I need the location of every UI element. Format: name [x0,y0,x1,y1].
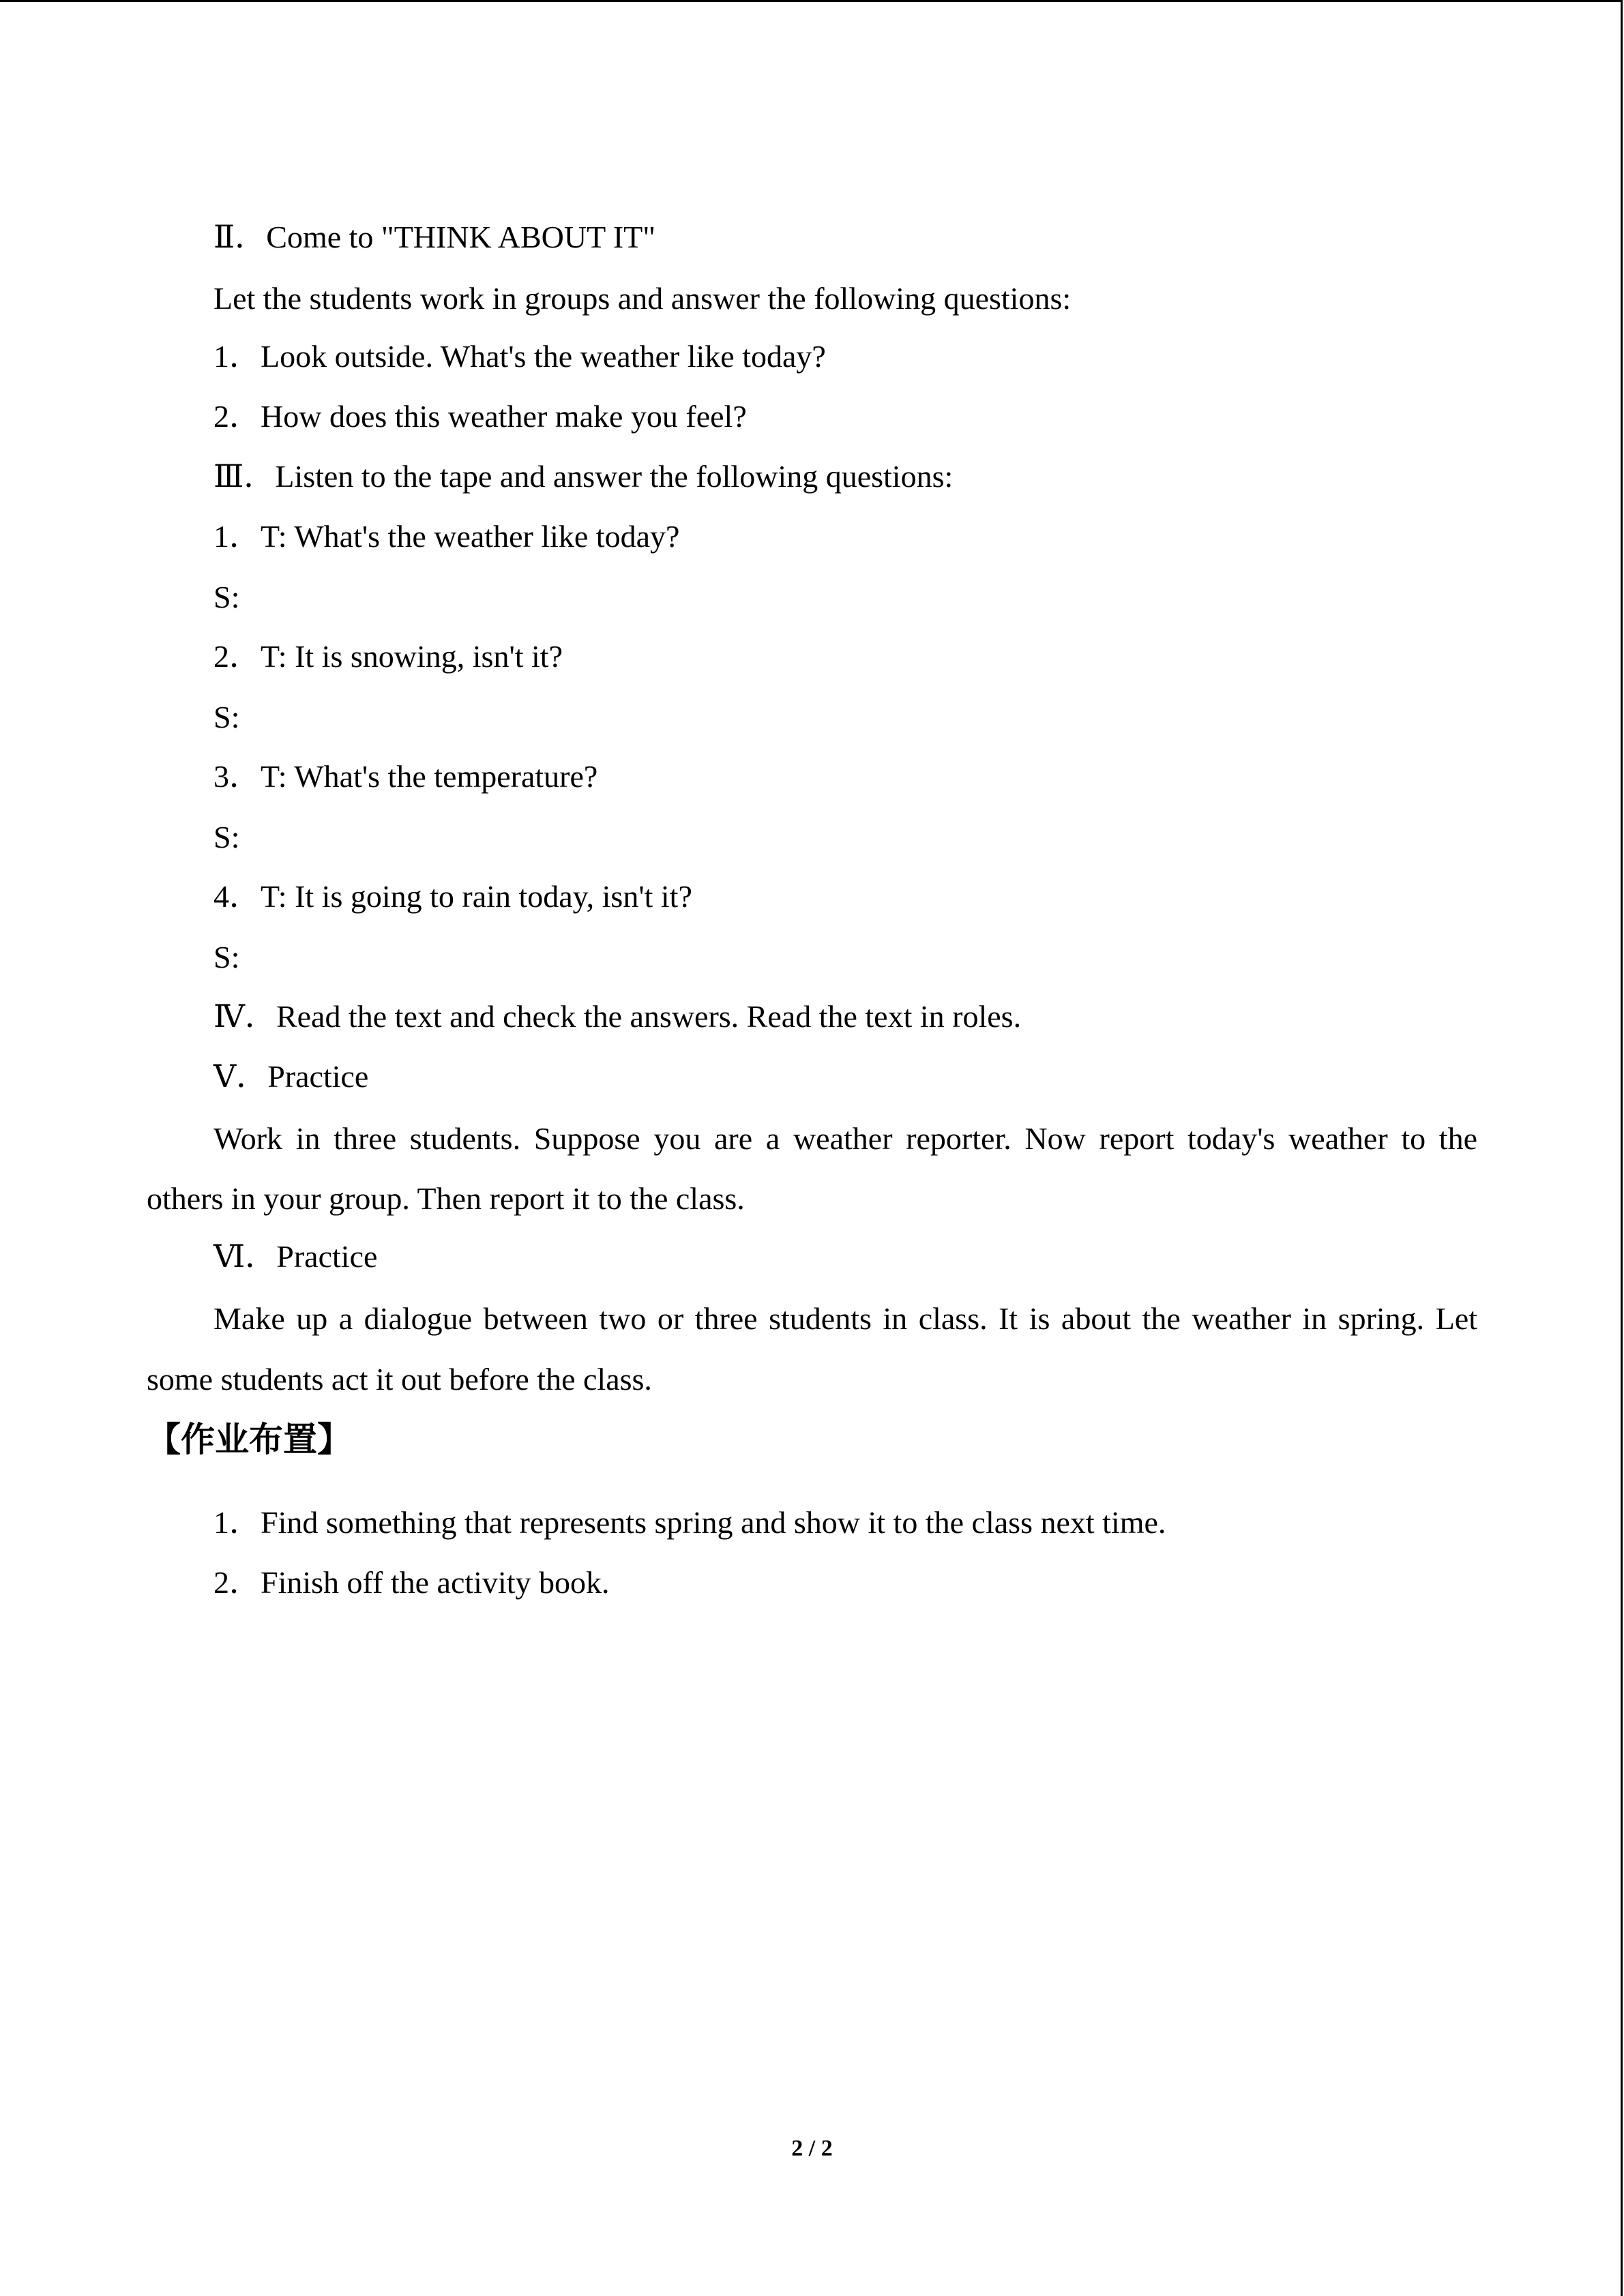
section-3-heading: Ⅲ．Listen to the tape and answer the following questions: [213,459,954,494]
section-2-heading: Ⅱ．Come to "THINK ABOUT IT" [213,220,656,254]
homework-item-2: 2．Finish off the activity book. [213,1565,610,1600]
listen-answer-3: S: [213,820,240,854]
think-question-2: 2．How does this weather make you feel? [213,399,747,434]
section-5-paragraph-line-1: Work in three students. Suppose you are a weather reporter. Now report today's weather to the [213,1121,1477,1156]
listen-question-2: 2．T: It is snowing, isn't it? [213,639,563,674]
listen-answer-2: S: [213,700,240,734]
section-5-paragraph-line-2: others in your group. Then report it to the class. [147,1181,745,1216]
listen-question-4: 4．T: It is going to rain today, isn't it? [213,879,692,914]
homework-item-1: 1．Find something that represents spring and show it to the class next time. [213,1505,1166,1540]
listen-question-3: 3．T: What's the temperature? [213,759,598,794]
homework-heading: 【作业布置】 [147,1420,351,1459]
listen-answer-1: S: [213,580,240,614]
page-number: 2 / 2 [791,2136,833,2161]
section-6-paragraph-line-1: Make up a dialogue between two or three students in class. It is about the weather in spring. Let [213,1301,1477,1336]
section-4-heading: Ⅳ．Read the text and check the answers. Read the text in roles. [213,999,1022,1034]
section-6-paragraph-line-2: some students act it out before the class. [147,1362,652,1397]
section-5-heading: Ⅴ．Practice [213,1059,369,1094]
section-6-heading: Ⅵ．Practice [213,1239,378,1274]
listen-question-1: 1．T: What's the weather like today? [213,519,680,554]
section-2-instruction: Let the students work in groups and answer the following questions: [213,281,1072,316]
think-question-1: 1．Look outside. What's the weather like today? [213,339,826,374]
listen-answer-4: S: [213,940,240,974]
